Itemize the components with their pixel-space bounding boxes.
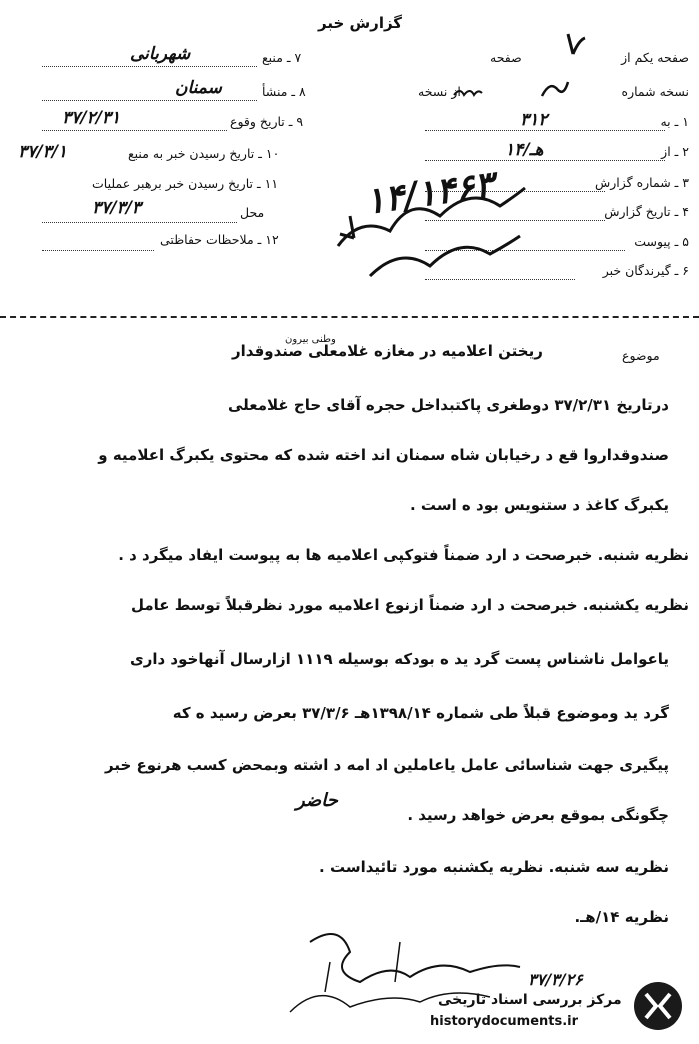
body-line: یکبرگ کاغذ د ستنویس بود ه است . (410, 496, 669, 514)
handwritten-copy-count (452, 84, 484, 98)
field-from-label: ۲ ـ از (661, 144, 689, 159)
origin-line (42, 100, 257, 101)
body-line: پیگیری جهت شناسائی عامل یاعاملین اد امه د اشته وبمحض کسب هرنوع خبر (105, 756, 669, 774)
body-line: صندوقداروا قع د رخیابان شاه سمنان اند اخته شده که محتوی یکبرگ اعلامیه و (98, 446, 669, 464)
source-line (42, 66, 257, 67)
form-separator (0, 316, 699, 318)
source-value: شهربانی (130, 44, 191, 64)
body-line: نظریه شنبه. خبرصحت د ارد ضمناً فتوکپی اعلامیه ها به پیوست ایفاد میگرد د . (118, 546, 689, 564)
report-date-label: ۴ ـ تاریخ گزارش (604, 204, 689, 219)
handwritten-copy-mark (540, 78, 570, 100)
watermark-site: historydocuments.ir (430, 1014, 579, 1029)
body-line: نظریه یکشنبه. خبرصحت د ارد ضمناً ازنوع اعلامیه مورد نظرقبلاً توسط عامل (130, 596, 689, 614)
stamp-date: ۳۷/۳/۲۶ (528, 970, 583, 989)
occurrence-date-label: ۹ ـ تاریخ وقوع (230, 114, 304, 129)
security-notes-line (42, 250, 154, 251)
field-from-line (425, 160, 665, 161)
received-source-label: ۱۰ ـ تاریخ رسیدن خبر به منبع (128, 146, 280, 161)
report-number-label: ۳ ـ شماره گزارش (594, 175, 689, 190)
copy-number-tail: از نسخه (418, 84, 461, 99)
subject-insert: وطنی بیرون (285, 334, 336, 345)
source-label: ۷ ـ منبع (262, 50, 302, 65)
subject-label: موضوع (622, 348, 660, 363)
body-line: درتاریخ ۳۷/۲/۳۱ دوطغری پاکتبداخل حجره آقای حاج غلامعلی (227, 396, 669, 414)
field-from-value: ۱۴/هـ (505, 140, 544, 160)
subject-text: ریختن اعلامیه در مغازه غلامعلی صندوقدار (232, 342, 543, 360)
attachment-label: ۵ ـ پیوست (634, 234, 689, 249)
location-label: محل (240, 205, 265, 220)
final-opinion-label: نظریه ۱۴/هـ. (574, 908, 669, 926)
body-line: یاعوامل ناشناس پست گرد ید ه بودکه بوسیله ۱۱۱۹ ازارسال آنهاخود داری (129, 650, 669, 668)
watermark-org: مرکز بررسی اسناد تاریخی (438, 992, 622, 1008)
received-ops-value: ۳۷/۳/۳ (92, 198, 141, 218)
archive-logo-icon (630, 978, 686, 1034)
field-to-line (425, 130, 665, 131)
occurrence-date-value: ۳۷/۲/۳۱ (62, 108, 121, 128)
page-of-label: صفحه یکم از (621, 50, 689, 65)
field-to-value: ۳۱۲ (520, 110, 548, 130)
origin-label: ۸ ـ منشأ (262, 84, 306, 99)
location-line (42, 222, 237, 223)
body-line: چگونگی بموقع بعرض خواهد رسید . (407, 806, 669, 824)
field-to-label: ۱ ـ به (660, 114, 689, 129)
handwritten-body-note: حاضر (296, 790, 338, 811)
recipients-label: ۶ ـ گیرندگان خبر (602, 263, 689, 278)
received-source-value: ۳۷/۳/۱ (18, 142, 67, 162)
occurrence-date-line (42, 130, 227, 131)
page-of-tail: صفحه (490, 50, 522, 65)
body-line: گرد ید وموضوع قبلاً طی شماره ۱۳۹۸/۱۴هـ ۳۷/۳/۶ بعرض رسید ه که (172, 704, 669, 722)
security-notes-label: ۱۲ ـ ملاحظات حفاظتی (160, 232, 279, 247)
tuesday-line: نظریه سه شنبه. نظریه یکشنبه مورد تائیداست . (319, 858, 669, 876)
form-title: گزارش خبر (318, 14, 403, 32)
handwritten-mark (565, 32, 587, 58)
copy-number-label: نسخه شماره (621, 84, 689, 99)
origin-value: سمنان (175, 78, 222, 98)
received-ops-label: ۱۱ ـ تاریخ رسیدن خبر برهبر عملیات (92, 176, 279, 191)
handwritten-number: ۱۴/۱۴۶۳ (362, 163, 497, 223)
